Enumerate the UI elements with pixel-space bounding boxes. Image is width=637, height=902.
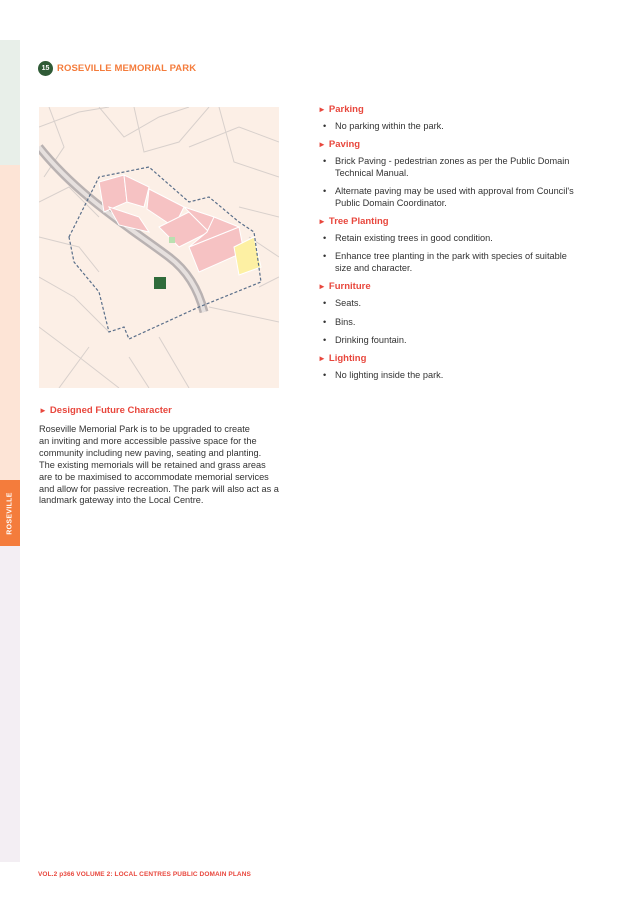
list-item: • Bins. <box>323 316 356 327</box>
description-line: an inviting and more accessible passive space for the <box>39 435 257 446</box>
description-line: are to be maximised to accommodate memorial services <box>39 471 269 482</box>
section-parking <box>318 104 578 132</box>
list-item-text: Drinking fountain. <box>335 335 407 346</box>
list-item-text: Bins. <box>335 316 356 327</box>
section-heading <box>318 353 578 364</box>
list-item: • Enhance tree planting in the park with species of suitable size and character. <box>323 251 567 273</box>
page-footer: VOL.2 p366 VOLUME 2: LOCAL CENTRES PUBLIC DOMAIN PLANS <box>38 871 251 878</box>
arrow-icon: ► <box>318 282 326 292</box>
section-heading-text: Paving <box>328 139 361 151</box>
side-tab-label <box>0 480 20 546</box>
list-item-text: Retain existing trees in good condition. <box>335 233 493 244</box>
section-heading <box>318 139 578 150</box>
side-band-middle <box>0 165 20 480</box>
list-item: • Alternate paving may be used with approval from Council's Public Domain Coordinator. <box>323 186 574 208</box>
section-heading-text: Lighting <box>328 353 367 365</box>
section-number-badge: 15 <box>38 61 53 76</box>
list-item: • Brick Paving - pedestrian zones as per the Public Domain Technical Manual. <box>323 156 570 178</box>
list-item-text: Seats. <box>335 298 362 309</box>
list-item: • No parking within the park. <box>323 121 444 131</box>
side-band-bottom <box>0 546 20 862</box>
section-heading <box>318 216 578 227</box>
arrow-icon: ► <box>39 406 47 415</box>
arrow-icon: ► <box>318 105 326 114</box>
section-lighting <box>318 353 578 381</box>
list-item: • Seats. <box>323 298 362 309</box>
side-band-top <box>0 40 20 165</box>
section-tree-planting <box>318 216 578 274</box>
memorial-marker <box>154 277 166 289</box>
list-item-text: Alternate paving may be used with approval from Council's Public Domain Coordinator. <box>335 186 574 208</box>
side-tab-text: ROSEVILLE <box>6 491 14 535</box>
arrow-icon: ► <box>318 354 326 364</box>
page-header <box>38 61 196 76</box>
character-heading-text: Designed Future Character <box>49 405 172 416</box>
section-paving <box>318 139 578 209</box>
section-furniture <box>318 281 578 346</box>
character-description <box>39 424 301 507</box>
section-heading-text: Tree Planting <box>328 216 389 228</box>
section-heading <box>318 281 578 292</box>
section-heading <box>318 104 578 115</box>
section-heading-text: Furniture <box>328 281 371 293</box>
list-item: • No lighting inside the park. <box>323 370 444 381</box>
description-line: landmark gateway into the Local Centre. <box>39 495 204 506</box>
character-heading <box>39 405 172 416</box>
list-item-text: No parking within the park. <box>335 121 444 131</box>
description-line: The existing memorials will be retained and grass areas <box>39 459 266 470</box>
guidelines-column <box>318 104 578 389</box>
arrow-icon: ► <box>318 217 326 227</box>
site-map <box>39 107 279 388</box>
page-title: ROSEVILLE MEMORIAL PARK <box>57 63 197 74</box>
description-line: community including new paving, seating and planting. <box>39 447 262 458</box>
list-item: • Retain existing trees in good condition. <box>323 233 493 244</box>
description-line: Roseville Memorial Park is to be upgraded to create <box>39 424 250 434</box>
arrow-icon: ► <box>318 140 326 150</box>
green-marker <box>169 237 175 243</box>
list-item-text: Brick Paving - pedestrian zones as per the Public Domain Technical Manual. <box>335 156 570 178</box>
list-item-text: Enhance tree planting in the park with species of suitable size and character. <box>335 251 567 273</box>
list-item: • Drinking fountain. <box>323 335 407 346</box>
list-item-text: No lighting inside the park. <box>335 370 444 381</box>
section-heading-text: Parking <box>328 104 364 115</box>
description-line: and allow for passive recreation. The park will also act as a <box>39 483 279 494</box>
